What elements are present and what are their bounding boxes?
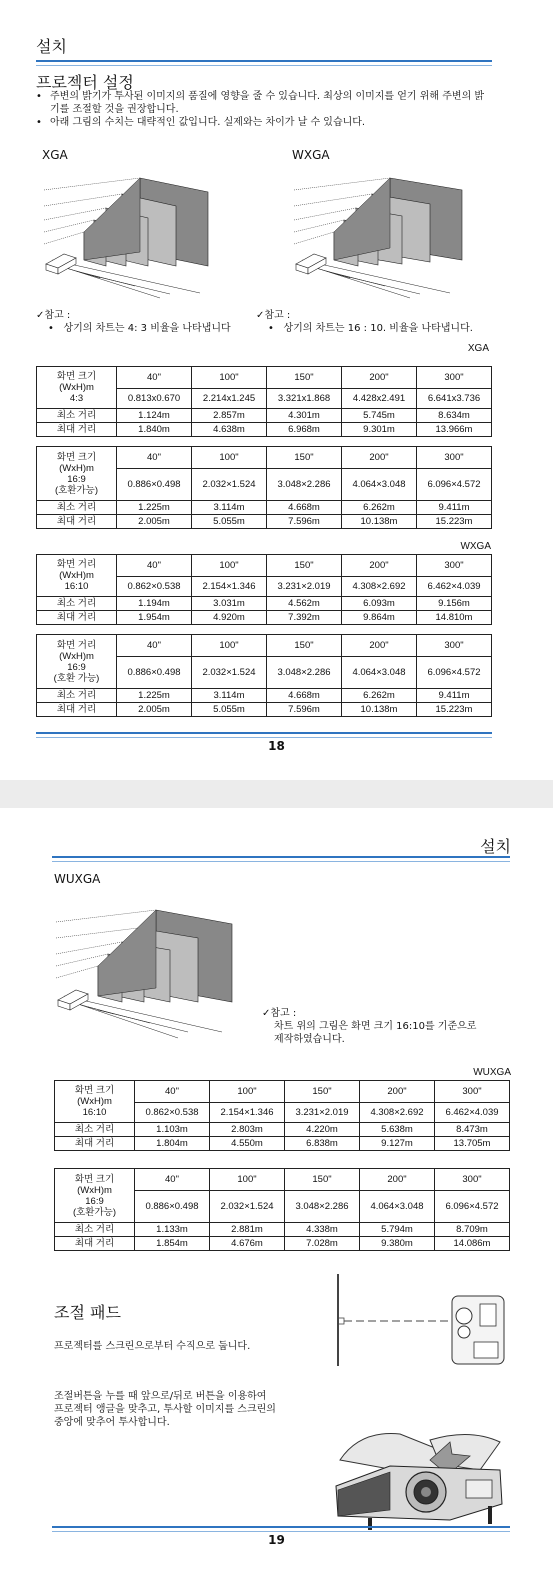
max-cell: 1.954m (117, 611, 192, 625)
page-19 (0, 808, 553, 1594)
min-label: 최소 거리 (37, 409, 117, 423)
dim-cell: 4.064×3.048 (342, 469, 417, 501)
dim-cell: 6.462×4.039 (435, 1103, 510, 1123)
table-header-cell: 화면 크기 (WxH)m 16:9 (호환가능) (37, 447, 117, 501)
min-cell: 3.114m (192, 501, 267, 515)
dim-cell: 2.032×1.524 (192, 657, 267, 689)
size-cell: 200" (342, 367, 417, 389)
projector-adjust-illustration (330, 1420, 510, 1532)
size-cell: 300" (417, 367, 492, 389)
note-left-title: ✓참고 : (36, 310, 71, 321)
dim-cell: 4.308×2.692 (360, 1103, 435, 1123)
max-cell: 13.966m (417, 423, 492, 437)
size-cell: 200" (360, 1081, 435, 1103)
size-cell: 100" (192, 447, 267, 469)
wuxga-table-16-9 (54, 1168, 510, 1251)
note-line: 제작하였습니다. (274, 1034, 345, 1045)
note-wuxga (262, 1007, 476, 1046)
page-18 (0, 0, 553, 780)
bullet-list (36, 90, 486, 129)
dim-cell: 2.154×1.346 (210, 1103, 285, 1123)
section-title: 프로젝터 설정 (36, 73, 134, 92)
min-cell: 1.133m (135, 1223, 210, 1237)
size-cell: 40" (117, 447, 192, 469)
max-cell: 14.086m (435, 1237, 510, 1251)
size-cell: 200" (342, 635, 417, 657)
min-cell: 9.411m (417, 501, 492, 515)
note-right-title: ✓참고 : (256, 310, 291, 321)
min-cell: 4.220m (285, 1123, 360, 1137)
max-cell: 1.804m (135, 1137, 210, 1151)
min-cell: 4.668m (267, 689, 342, 703)
dim-cell: 0.862×0.538 (117, 577, 192, 597)
size-cell: 100" (210, 1081, 285, 1103)
footer-rule (36, 732, 492, 738)
size-cell: 150" (285, 1169, 360, 1191)
dim-cell: 2.032×1.524 (210, 1191, 285, 1223)
table-header-cell: 화면 크기 (WxH)m 4:3 (37, 367, 117, 409)
max-cell: 9.127m (360, 1137, 435, 1151)
min-cell: 4.301m (267, 409, 342, 423)
dim-cell: 6.096×4.572 (435, 1191, 510, 1223)
max-label: 최대 거리 (55, 1137, 135, 1151)
wxga-table-16-9 (36, 634, 492, 717)
size-cell: 150" (267, 367, 342, 389)
min-cell: 2.857m (192, 409, 267, 423)
table-tag-xga: XGA (467, 343, 489, 354)
size-cell: 200" (342, 555, 417, 577)
max-cell: 7.028m (285, 1237, 360, 1251)
dim-cell: 3.048×2.286 (267, 469, 342, 501)
adjust-pad-title: 조절 패드 (54, 1303, 121, 1322)
size-cell: 300" (435, 1081, 510, 1103)
max-cell: 4.676m (210, 1237, 285, 1251)
page-header: 설치 (36, 37, 67, 56)
dim-cell: 0.813x0.670 (117, 389, 192, 409)
max-cell: 7.596m (267, 703, 342, 717)
dim-cell: 4.308×2.692 (342, 577, 417, 597)
min-cell: 3.031m (192, 597, 267, 611)
size-cell: 150" (267, 555, 342, 577)
min-cell: 9.156m (417, 597, 492, 611)
min-label: 최소 거리 (55, 1223, 135, 1237)
min-cell: 6.093m (342, 597, 417, 611)
max-cell: 2.005m (117, 703, 192, 717)
bullet-item: • 주변의 밝기가 투사된 이미지의 품질에 영향을 줄 수 있습니다. 최상의 이미지를 얻기 위해 주변의 밝기를 조절할 것을 권장합니다. (36, 90, 486, 116)
size-cell: 40" (135, 1169, 210, 1191)
min-cell: 3.114m (192, 689, 267, 703)
dim-cell: 3.231×2.019 (285, 1103, 360, 1123)
note-left: ✓참고 : • 상기의 차트는 4: 3 비율을 나타냅니다 (36, 310, 231, 334)
size-cell: 40" (135, 1081, 210, 1103)
size-cell: 100" (210, 1169, 285, 1191)
max-label: 최대 거리 (37, 703, 117, 717)
dim-cell: 4.428x2.491 (342, 389, 417, 409)
min-cell: 1.194m (117, 597, 192, 611)
xga-distance-diagram (40, 168, 240, 303)
size-cell: 150" (285, 1081, 360, 1103)
max-cell: 13.705m (435, 1137, 510, 1151)
dim-cell: 2.032×1.524 (192, 469, 267, 501)
dim-cell: 0.886×0.498 (117, 657, 192, 689)
min-cell: 5.638m (360, 1123, 435, 1137)
min-cell: 8.709m (435, 1223, 510, 1237)
note-left-text: 상기의 차트는 4: 3 비율을 나타냅니다 (63, 323, 231, 334)
max-cell: 7.596m (267, 515, 342, 529)
size-cell: 300" (435, 1169, 510, 1191)
min-cell: 6.262m (342, 689, 417, 703)
max-label: 최대 거리 (37, 423, 117, 437)
page-header: 설치 (480, 837, 511, 856)
size-cell: 40" (117, 555, 192, 577)
max-label: 최대 거리 (55, 1237, 135, 1251)
min-cell: 1.103m (135, 1123, 210, 1137)
max-cell: 15.223m (417, 515, 492, 529)
table-tag-wxga: WXGA (460, 541, 491, 552)
max-cell: 10.138m (342, 515, 417, 529)
min-cell: 6.262m (342, 501, 417, 515)
table-header-cell: 화면 크기 (WxH)m 16:9 (호환가능) (55, 1169, 135, 1223)
max-cell: 4.638m (192, 423, 267, 437)
size-cell: 300" (417, 447, 492, 469)
xga-table-16-9 (36, 446, 492, 529)
header-rule (36, 60, 492, 66)
min-cell: 1.225m (117, 689, 192, 703)
table-header-cell: 화면 크기 (WxH)m 16:10 (55, 1081, 135, 1123)
size-cell: 40" (117, 367, 192, 389)
max-cell: 1.840m (117, 423, 192, 437)
dim-cell: 3.231×2.019 (267, 577, 342, 597)
dim-cell: 6.641x3.736 (417, 389, 492, 409)
dim-cell: 6.096×4.572 (417, 657, 492, 689)
size-cell: 100" (192, 555, 267, 577)
min-label: 최소 거리 (37, 597, 117, 611)
bullet-item: • 아래 그림의 수치는 대략적인 값입니다. 실제와는 차이가 날 수 있습니다. (36, 116, 486, 129)
max-cell: 2.005m (117, 515, 192, 529)
max-cell: 4.920m (192, 611, 267, 625)
min-label: 최소 거리 (37, 501, 117, 515)
min-cell: 8.634m (417, 409, 492, 423)
max-label: 최대 거리 (37, 515, 117, 529)
xga-label: XGA (42, 148, 68, 162)
dim-cell: 6.462×4.039 (417, 577, 492, 597)
note-right: ✓참고 : • 상기의 차트는 16 : 10. 비율을 나타냅니다. (256, 310, 473, 334)
min-label: 최소 거리 (55, 1123, 135, 1137)
size-cell: 200" (342, 447, 417, 469)
table-header-cell: 화면 거리 (WxH)m 16:10 (37, 555, 117, 597)
page-number: 18 (268, 739, 285, 753)
dim-cell: 0.886×0.498 (117, 469, 192, 501)
max-cell: 5.055m (192, 515, 267, 529)
size-cell: 40" (117, 635, 192, 657)
note-line: 차트 위의 그림은 화면 크기 16:10를 기준으로 (274, 1021, 477, 1032)
min-cell: 4.562m (267, 597, 342, 611)
max-cell: 7.392m (267, 611, 342, 625)
min-cell: 1.124m (117, 409, 192, 423)
note-title: ✓참고 : (262, 1008, 297, 1019)
max-cell: 14.810m (417, 611, 492, 625)
wxga-distance-diagram (290, 168, 490, 303)
dim-cell: 2.214x1.245 (192, 389, 267, 409)
size-cell: 150" (267, 447, 342, 469)
size-cell: 300" (417, 555, 492, 577)
max-cell: 9.864m (342, 611, 417, 625)
max-cell: 9.380m (360, 1237, 435, 1251)
max-cell: 1.854m (135, 1237, 210, 1251)
max-label: 최대 거리 (37, 611, 117, 625)
size-cell: 300" (417, 635, 492, 657)
page-number: 19 (268, 1533, 285, 1547)
max-cell: 10.138m (342, 703, 417, 717)
wuxga-distance-diagram (52, 902, 262, 1042)
max-cell: 6.838m (285, 1137, 360, 1151)
dim-cell: 3.048×2.286 (285, 1191, 360, 1223)
adjust-pad-text1: 프로젝터를 스크린으로부터 수직으로 둡니다. (54, 1341, 251, 1352)
min-cell: 9.411m (417, 689, 492, 703)
note-right-text: 상기의 차트는 16 : 10. 비율을 나타냅니다. (283, 323, 473, 334)
dim-cell: 0.862×0.538 (135, 1103, 210, 1123)
min-cell: 5.794m (360, 1223, 435, 1237)
max-cell: 15.223m (417, 703, 492, 717)
min-cell: 2.803m (210, 1123, 285, 1137)
min-cell: 1.225m (117, 501, 192, 515)
min-cell: 4.668m (267, 501, 342, 515)
min-cell: 4.338m (285, 1223, 360, 1237)
footer-rule (52, 1526, 510, 1532)
dim-cell: 4.064×3.048 (360, 1191, 435, 1223)
min-cell: 5.745m (342, 409, 417, 423)
min-cell: 2.881m (210, 1223, 285, 1237)
header-rule (52, 856, 510, 862)
dim-cell: 4.064×3.048 (342, 657, 417, 689)
dim-cell: 6.096×4.572 (417, 469, 492, 501)
size-cell: 200" (360, 1169, 435, 1191)
size-cell: 150" (267, 635, 342, 657)
wxga-table-16-10 (36, 554, 492, 625)
projector-alignment-illustration (330, 1272, 510, 1368)
max-cell: 9.301m (342, 423, 417, 437)
dim-cell: 0.886×0.498 (135, 1191, 210, 1223)
xga-table-4-3 (36, 366, 492, 437)
max-cell: 4.550m (210, 1137, 285, 1151)
min-cell: 8.473m (435, 1123, 510, 1137)
size-cell: 100" (192, 367, 267, 389)
max-cell: 6.968m (267, 423, 342, 437)
table-tag-wuxga: WUXGA (473, 1067, 511, 1078)
dim-cell: 2.154×1.346 (192, 577, 267, 597)
dim-cell: 3.048×2.286 (267, 657, 342, 689)
max-cell: 5.055m (192, 703, 267, 717)
min-label: 최소 거리 (37, 689, 117, 703)
adjust-pad-text2: 조절버튼을 누를 때 앞으로/뒤로 버튼을 이용하여 프로젝터 앵글을 맞추고, 투사할 이미지를 스크린의 중앙에 맞추어 투사합니다. (54, 1391, 276, 1428)
size-cell: 100" (192, 635, 267, 657)
wuxga-label: WUXGA (54, 872, 101, 886)
dim-cell: 3.321x1.868 (267, 389, 342, 409)
wuxga-table-16-10 (54, 1080, 510, 1151)
wxga-label: WXGA (292, 148, 330, 162)
table-header-cell: 화면 거리 (WxH)m 16:9 (호환 가능) (37, 635, 117, 689)
